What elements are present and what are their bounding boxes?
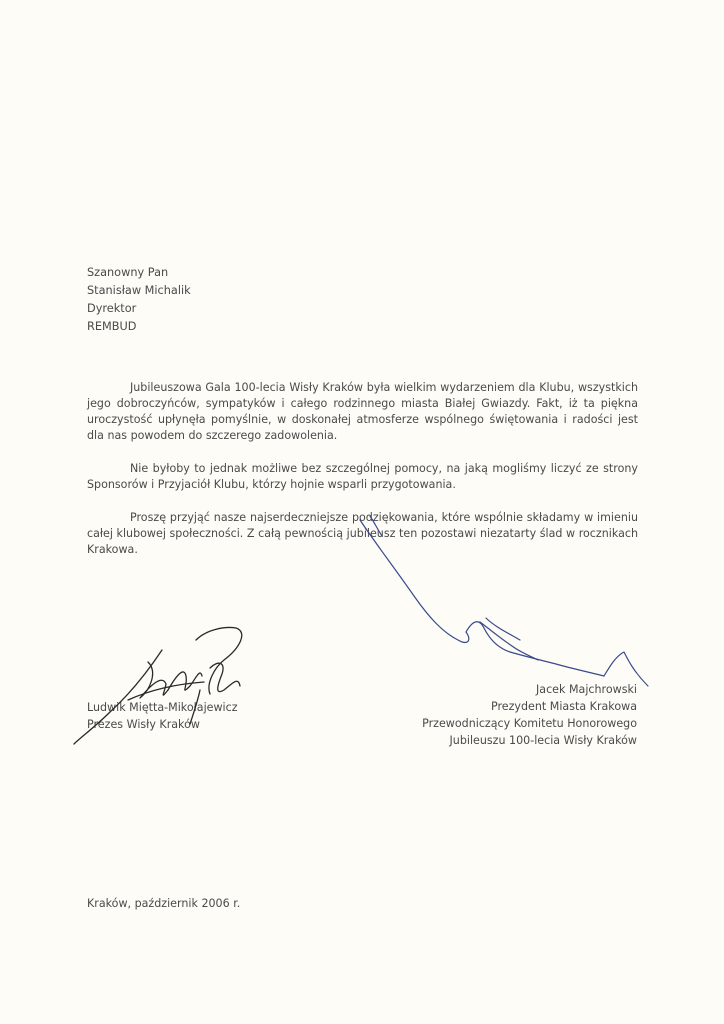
addressee-salutation: Szanowny Pan [87,266,169,279]
body-paragraph: Nie byłoby to jednak możliwe bez szczególnej pomocy, na jaką mogliśmy liczyć ze strony Sponsorów i Przyjaciół Klubu, którzy hojnie wsparli przygotowania. [87,462,638,491]
addressee-block [87,264,191,336]
signatory-right-title-2: Przewodniczący Komitetu Honorowego [422,717,637,730]
signatory-left-name: Ludwik Miętta-Mikołajewicz [87,701,238,714]
body-paragraph: Proszę przyjąć nasze najserdeczniejsze podziękowania, które wspólnie składamy w imieniu całej klubowej społeczności. Z całą pewnością jubileusz ten pozostawi niezatarty ślad w rocznikach Krakowa. [87,511,638,556]
signatory-left [87,699,238,733]
place-date: Kraków, październik 2006 r. [87,897,241,910]
addressee-position: Dyrektor [87,302,137,315]
signatory-right-name: Jacek Majchrowski [536,683,637,696]
letter-body [87,380,638,575]
addressee-name: Stanisław Michalik [87,284,191,297]
signatory-right [422,681,637,749]
addressee-company: REMBUD [87,320,137,333]
signatory-right-title-1: Prezydent Miasta Krakowa [490,700,637,713]
signatory-right-title-3: Jubileuszu 100-lecia Wisły Kraków [449,734,637,747]
body-paragraph: Jubileuszowa Gala 100-lecia Wisły Kraków była wielkim wydarzeniem dla Klubu, wszystkich jego dobroczyńców, sympatyków i całego rodzinnego miasta Białej Gwiazdy. Fakt, iż ta piękna uroczystość upłynęła pomyślnie, w doskonałej atmosferze wspólnego świętowania i radości jest dla nas powodem do szczerego zadowolenia. [87,381,638,442]
signatory-left-title: Prezes Wisły Kraków [87,718,200,731]
